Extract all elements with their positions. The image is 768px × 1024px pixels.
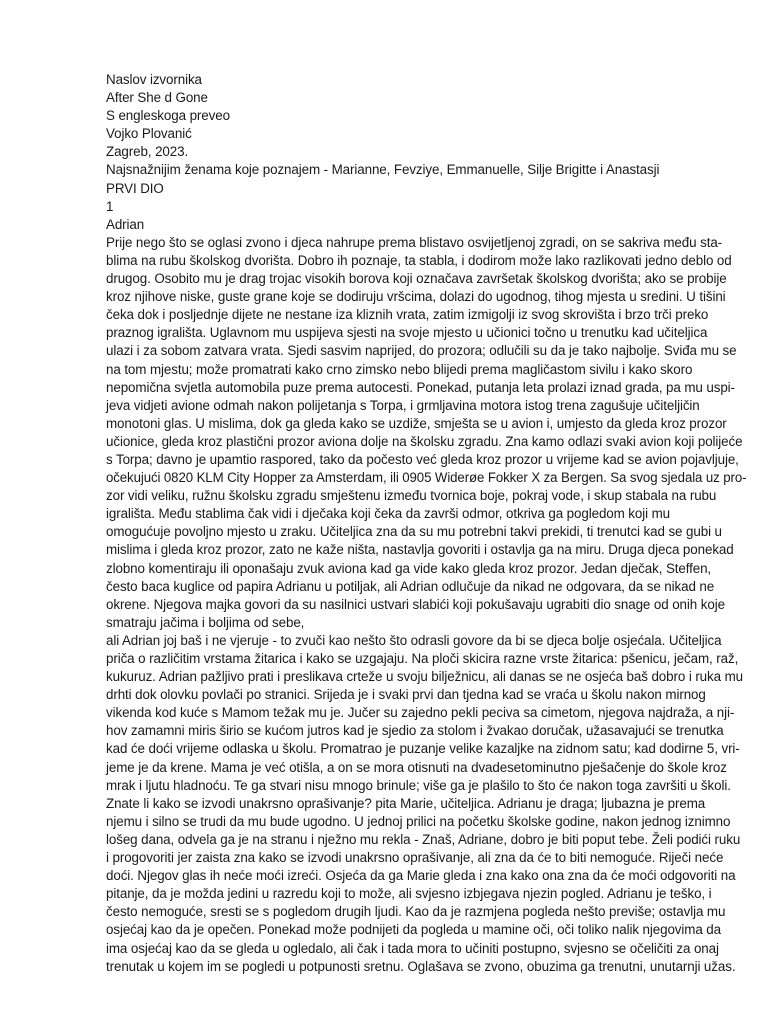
translator-name: Vojko Plovanić	[106, 126, 192, 142]
body-text	[106, 234, 746, 976]
body-line: s Torpa; davno je upamtio raspored, tako da počesto već gleda kroz prozor u vrijeme kad se avion pojavljuje,	[106, 451, 739, 467]
translated-from-label: S engleskoga preveo	[106, 108, 230, 124]
body-line: trenutak u kojem im se pogledi u potpunosti sretnu. Oglašava se zvono, obuzima ga trenutni, unutarnji užas.	[106, 958, 736, 974]
chapter-number: 1	[106, 198, 114, 214]
body-line: smatraju jačima i boljima od sebe,	[106, 614, 305, 630]
document-page	[106, 71, 746, 976]
body-line: monotoni glas. U mislima, dok ga gleda kako se uzdiže, smještа se u avion i, umjesto da gleda kroz prozor	[106, 415, 727, 431]
body-line: vikenda kod kuće s Mamom težak mu je. Jučer su zajedno pekli peciva sa cimetom, njegova najdraža, a nji-	[106, 705, 735, 721]
body-line: ali Adrian joj baš i ne vjeruje - to zvuči kao nešto što odrasli govore da bi se djeca bolje osjećala. Učiteljica	[106, 632, 722, 648]
body-line: lošeg dana, odvela ga je na stranu i nježno mu rekla - Znaš, Adriane, dobro je biti poput tebe. Želi podići ruku	[106, 831, 741, 847]
body-line: blima na rubu školskog dvorišta. Dobro ih poznaje, ta stabla, i dodirom može lako razlikovati jedno deblo od	[106, 252, 732, 268]
body-line: drugog. Osobito mu je drag trojac visokih borova koji označava završetak školskog dvorišta; ako se probije	[106, 271, 727, 287]
body-line: zlobno komentiraju ili oponašaju zvuk aviona kad ga vide kako gleda kroz prozor. Jedan dječak, Steffen,	[106, 560, 712, 576]
body-line: nepomična svjetla automobila puze prema autocesti. Ponekad, putanja leta prolazi iznad grada, pa mu uspi-	[106, 379, 735, 395]
part-heading: PRVI DIO	[106, 180, 164, 196]
body-line: na tom mjestu; može promatrati kako crno zimsko nebo blijedi prema magličastom sivilu i kako skoro	[106, 361, 693, 377]
original-title: After She d Gone	[106, 90, 208, 106]
body-line: priča o različitim vrstama žitarica i kako se uzgajaju. Na ploči skicira razne vrste žitarica: pšenicu, ječam, raž,	[106, 651, 739, 666]
body-line: omogućuje povoljno mjesto u zraku. Učiteljica zna da su mu potrebni takvi prekidi, ti trenutci kad se gubi u	[106, 524, 722, 540]
body-line: mrak i ljutu hladnoću. Te ga stvari nisu mnogo brinule; više ga je plašilo to što će nakon toga završiti u školi.	[106, 777, 731, 793]
body-line: osjećaj kao da je opečen. Ponekad može podnijeti da pogleda u mamine oči, oči toliko nalik njegovima da	[106, 922, 721, 938]
body-line: kukuruz. Adrian pažljivo prati i preslikava crteže u svoju bilježnicu, ali danas se ne osjeća baš dobro i ruka mu	[106, 669, 743, 685]
original-title-label: Naslov izvornika	[106, 72, 202, 87]
body-line: praznog igrališta. Uglavnom mu uspijeva sjesti na svoje mjesto u učionici točno u trenutku kad učiteljica	[106, 325, 708, 341]
body-line: jeva vidjeti avione odmah nakon polijetanja s Torpa, i grmljavina motora istog trena zagušuje učiteljičin	[106, 397, 700, 413]
body-line: učionice, gleda kroz plastični prozor aviona dolje na školsku zgradu. Zna kamo odlazi svaki avion koji polijeće	[106, 433, 743, 449]
body-line: jeme je da krene. Mama je već otišla, a on se mora otisnuti na dvadesetominutno pješačenje do škole kroz	[106, 759, 727, 775]
publication-place-year: Zagreb, 2023.	[106, 144, 189, 160]
body-line: kroz njihove niske, guste grane koje se dodiruju vršcima, dolazi do ugodnog, tihog mjesta u sredini. U tišini	[106, 289, 726, 305]
body-line: često nemoguće, sresti se s pogledom drugih ljudi. Kao da je razmjena pogleda nešto previše; ostavlja mu	[106, 904, 726, 920]
body-line: igrališta. Među stablima čak vidi i dječaka koji čeka da završi odmor, otkriva ga pogledom koji mu	[106, 506, 671, 522]
body-line: mislima i gleda kroz prozor, zato ne kaže ništa, nastavlja govoriti i ostavlja ga na miru. Druga djeca ponekad	[106, 542, 734, 558]
chapter-title: Adrian	[106, 216, 145, 232]
body-line: Znate li kako se izvodi unakrsno oprašivanje? pita Marie, učiteljica. Adrianu je draga; ljubazna je prema	[106, 795, 706, 811]
body-line: njemu i silno se trudi da mu bude ugodno. U jednoj prilici na početku školske godine, nakon jednog iznimno	[106, 813, 731, 829]
body-line: kad će doći vrijeme odlaska u školu. Promatrao je puzanje velike kazaljke na zidnom satu; kad dodirne 5, vri-	[106, 741, 740, 757]
body-line: ima osjećaj kao da se gleda u ogledalo, ali čak i tada mora to učiniti postupno, svjesno se očeličiti za onaj	[106, 940, 719, 956]
body-line: i progovoriti jer zaista zna kako se izvodi unakrsno oprašivanje, ali zna da će to biti nemoguće. Riječi neće	[106, 850, 724, 866]
body-line: očekujući 0820 KLM City Hopper za Amsterdam, ili 0905 Widerøe Fokker X za Bergen. Sa svog sjedala uz pro-	[106, 470, 747, 486]
body-line: često baca kuglice od papira Adrianu u potiljak, ali Adrian odlučuje da nikad ne odgovara, da se nikad ne	[106, 578, 715, 594]
body-line: drhti dok olovku povlači po stranici. Srijeda je i svaki prvi dan tjedna kad se vraća u školu nakon mirnog	[106, 687, 706, 703]
body-line: pitanje, da je možda jedini u razredu koji to može, ali svjesno izbjegava njezin pogled. Adrianu je teško, i	[106, 886, 712, 902]
dedication: Najsnažnijim ženama koje poznajem - Marianne, Fevziye, Emmanuelle, Silje Brigitte i Anastasji	[106, 162, 660, 178]
body-line: okrene. Njegova majka govori da su nasilnici ustvari slabići koji pokušavaju ugrabiti dio snage od onih koje	[106, 596, 725, 612]
body-line: doći. Njegov glas ih neće moći izreći. Osjeća da ga Marie gleda i zna kako ona zna da će moći odgovoriti na	[106, 868, 736, 884]
body-line: čeka dok i posljednje dijete ne nestane iza kliznih vrata, zatim izmigolji iz svog skrovišta i brzo trči preko	[106, 307, 709, 323]
body-line: ulazi i za sobom zatvara vrata. Sjedi sasvim naprijed, do prozora; odlučili su da je tako najbolje. Sviđa mu se	[106, 343, 737, 359]
body-line: hov zamamni miris širio se kućom jutros kad je sjedio za stolom i žvakao doručak, užasavajući se trenutka	[106, 723, 724, 739]
body-line: zor vidi veliku, ružnu školsku zgradu smještenu između tvornica boje, pokraj vode, i skup stabala na rubu	[106, 488, 717, 504]
body-line: Prije nego što se oglasi zvono i djeca nahrupe prema blistavo osvijetljenoj zgradi, on se sakriva među sta-	[106, 234, 723, 250]
